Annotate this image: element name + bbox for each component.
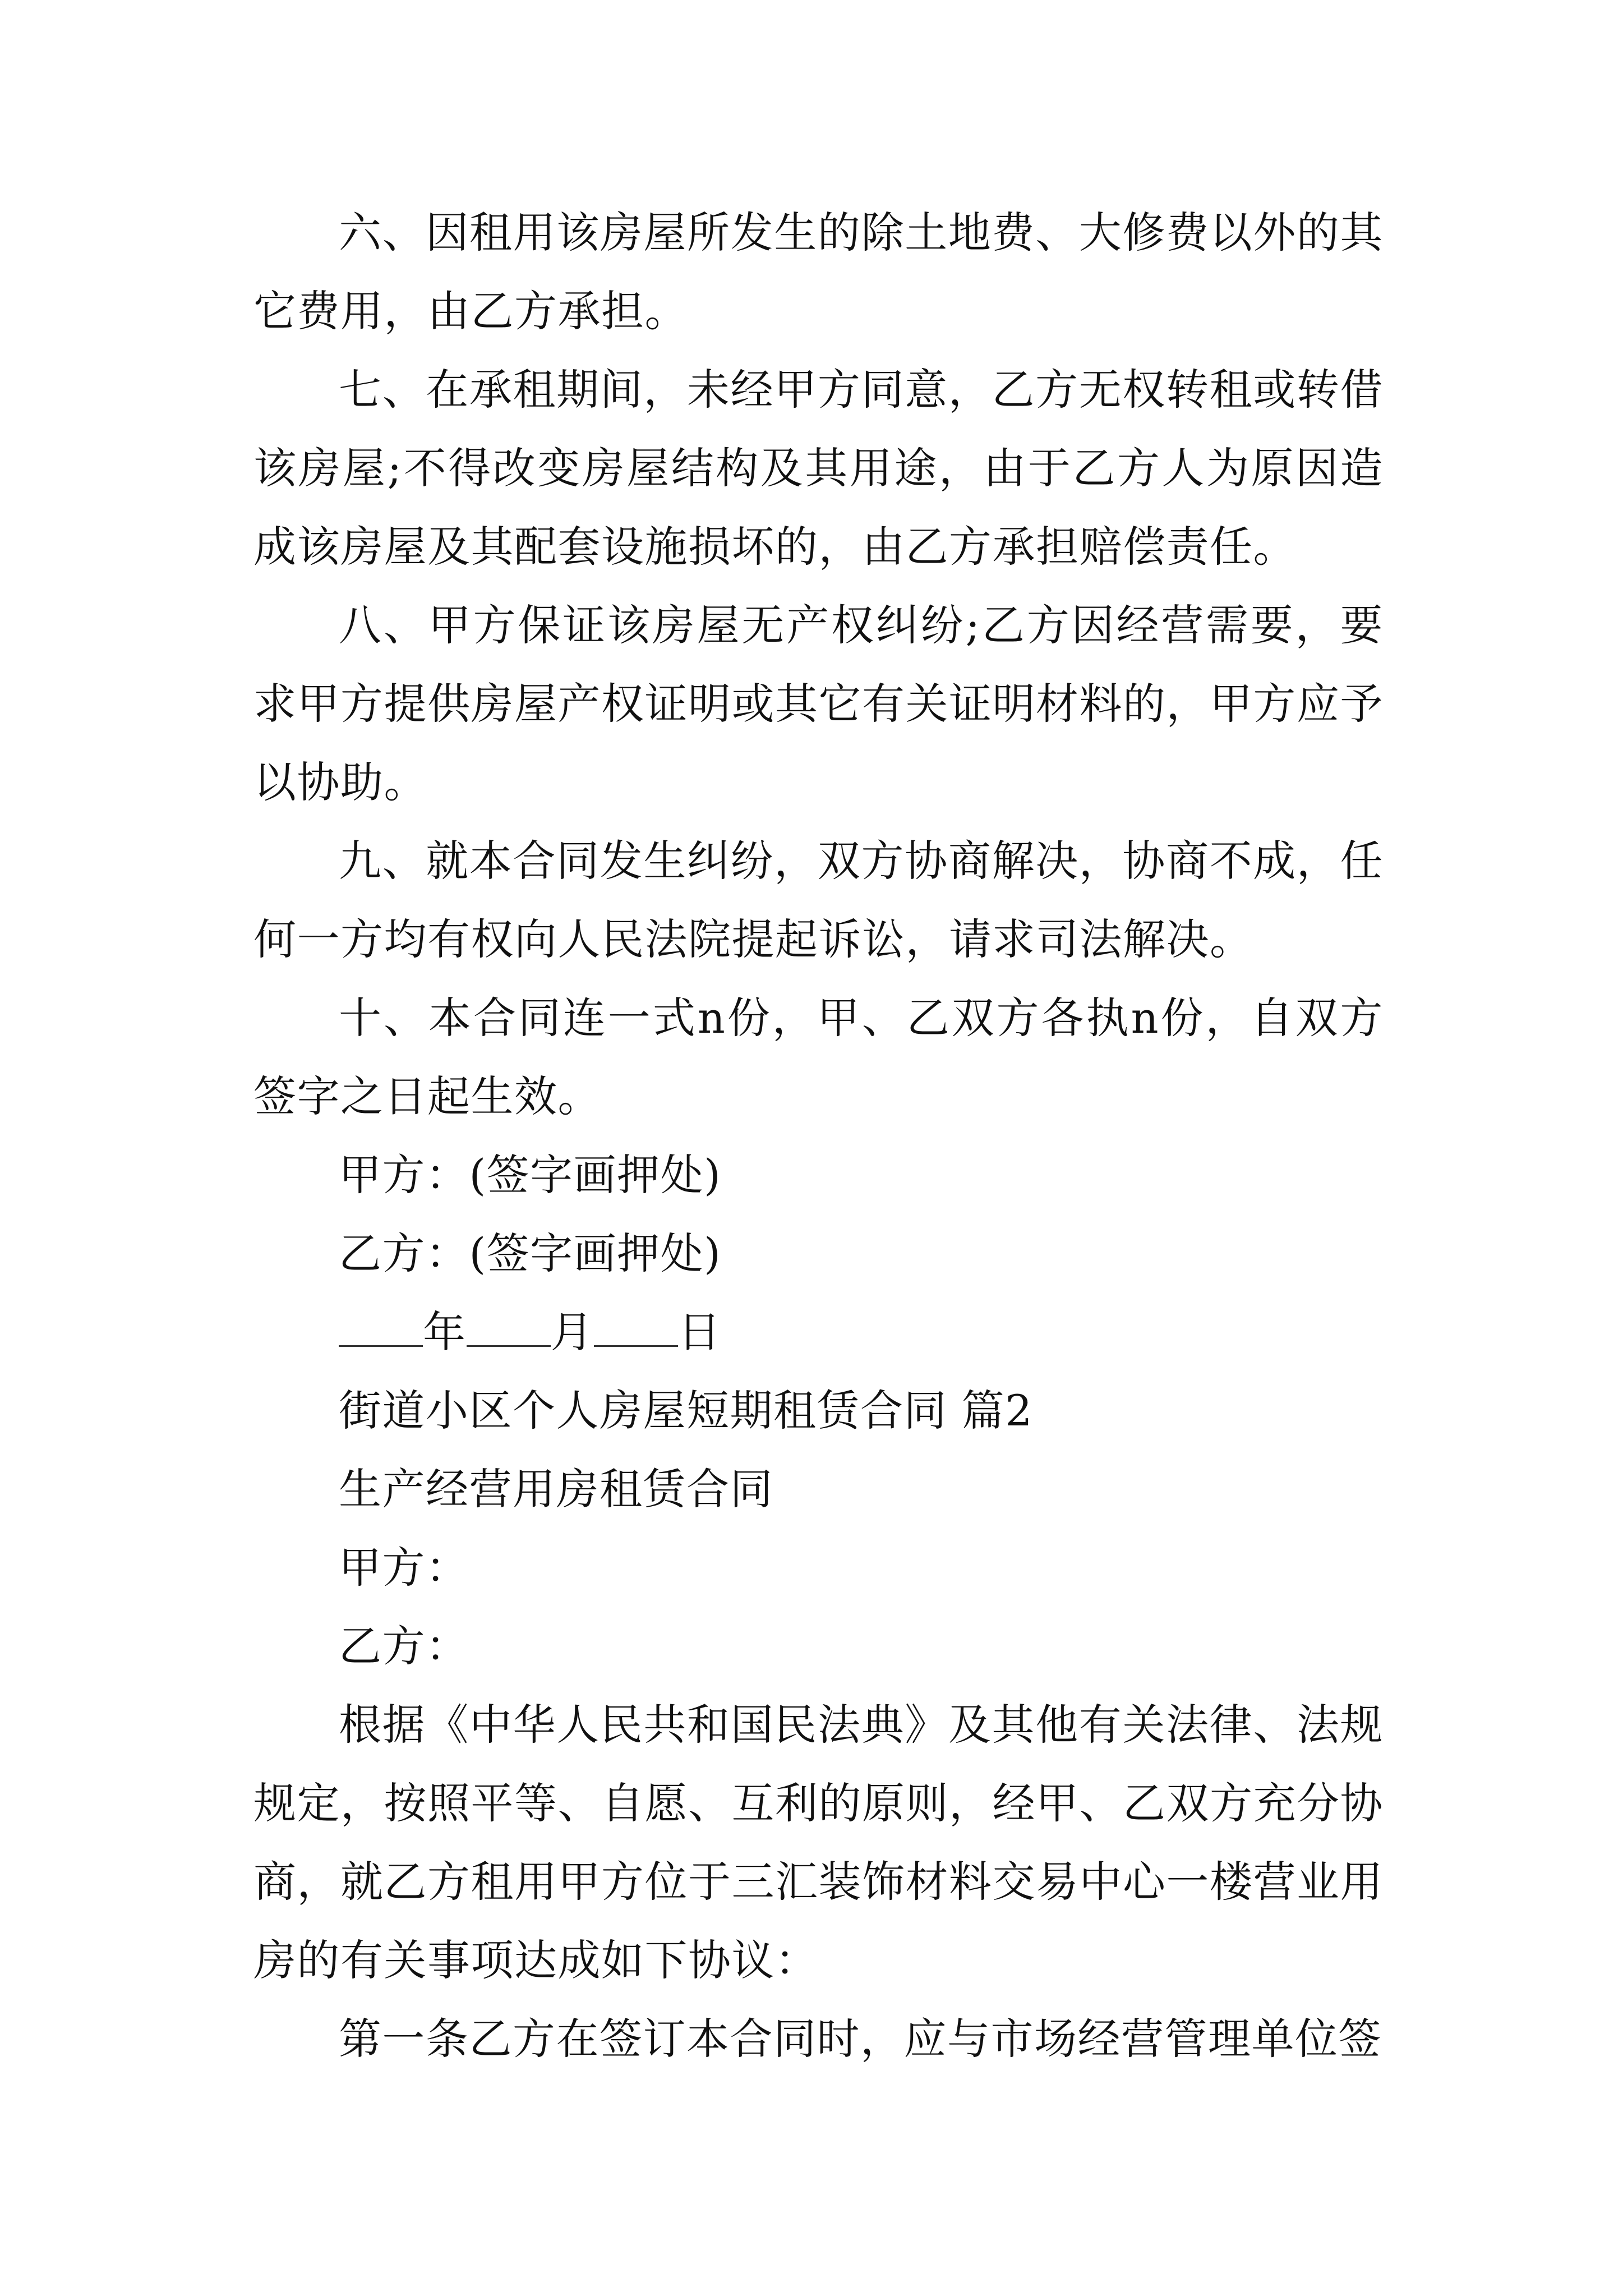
party-a-label: 甲方： (339, 1543, 469, 1593)
clause-eight: 八、甲方保证该房屋无产权纠纷;乙方因经营需要，要求甲方提供房屋产权证明或其它有关证明材料的，甲方应予以协助。 (253, 600, 1384, 807)
clause-nine: 九、就本合同发生纠纷，双方协商解决，协商不成，任何一方均有权向人民法院提起诉讼，请求司法解决。 (253, 836, 1384, 964)
clause-six: 六、因租用该房屋所发生的除土地费、大修费以外的其它费用，由乙方承担。 (253, 208, 1384, 336)
year-label: 年 (423, 1307, 467, 1357)
date-line (253, 1293, 1384, 1372)
year-blank (339, 1310, 423, 1347)
contract-intro: 根据《中华人民共和国民法典》及其他有关法律、法规规定，按照平等、自愿、互利的原则，经甲、乙双方充分协商，就乙方租用甲方位于三汇装饰材料交易中心一楼营业用房的有关事项达成如下协议： (253, 1700, 1384, 1985)
clause-seven: 七、在承租期间，未经甲方同意，乙方无权转租或转借该房屋;不得改变房屋结构及其用途，由于乙方人为原因造成该房屋及其配套设施损坏的，由乙方承担赔偿责任。 (253, 365, 1384, 572)
article-one: 第一条乙方在签订本合同时，应与市场经营管理单位签 (339, 2014, 1382, 2064)
contract-title: 生产经营用房租赁合同 (339, 1464, 773, 1514)
section-title: 街道小区个人房屋短期租赁合同 篇2 (339, 1386, 1034, 1435)
party-b-signature: 乙方：(签字画押处) (339, 1228, 722, 1278)
document-body (253, 194, 1384, 2078)
day-blank (594, 1310, 678, 1347)
party-a-signature: 甲方：(签字画押处) (339, 1150, 722, 1200)
clause-ten: 十、本合同连一式n份，甲、乙双方各执n份，自双方签字之日起生效。 (253, 993, 1384, 1121)
party-b-label: 乙方： (339, 1621, 469, 1671)
month-blank (467, 1310, 551, 1347)
day-label: 日 (678, 1307, 722, 1357)
month-label: 月 (550, 1307, 594, 1357)
